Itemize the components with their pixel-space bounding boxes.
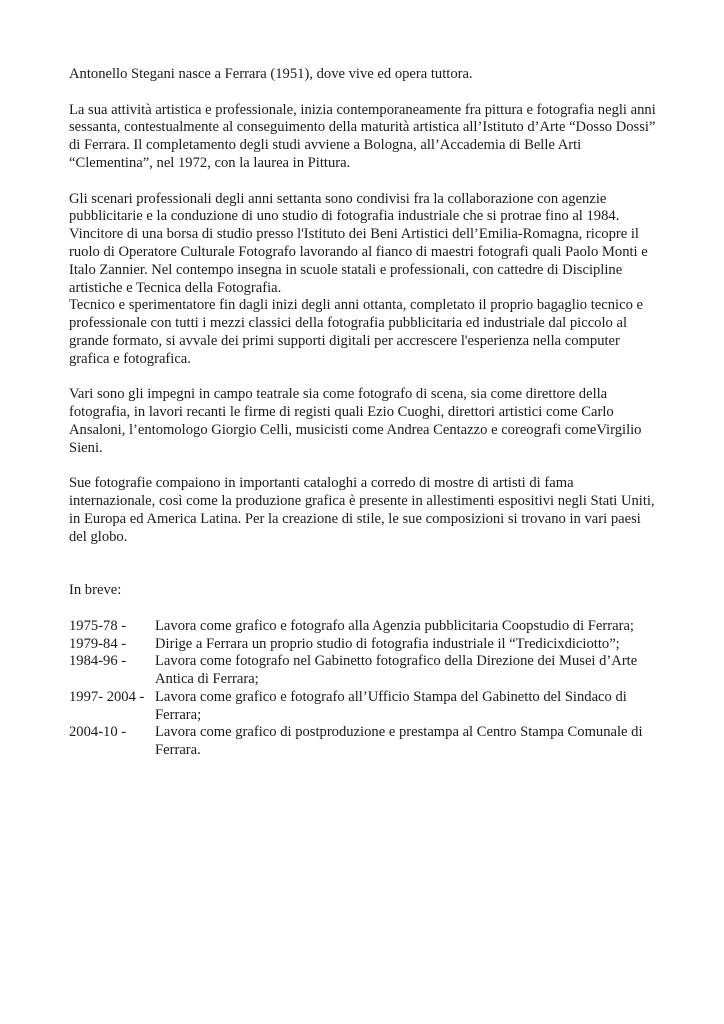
- timeline-description: Lavora come grafico e fotografo alla Agenzia pubblicitaria Coopstudio di Ferrara;: [155, 617, 634, 634]
- spacer: [69, 564, 659, 582]
- timeline-row: [69, 653, 659, 689]
- intro-paragraph: Antonello Stegani nasce a Ferrara (1951), dove vive ed opera tuttora.: [69, 66, 473, 82]
- timeline-years: 1997- 2004 -: [69, 688, 145, 705]
- timeline-years: 2004-10 -: [69, 724, 127, 741]
- theatre-paragraph: Vari sono gli impegni in campo teatrale sia come fotografo di scena, sia come direttore della fotografia, in lavori recanti le firme di registi quali Ezio Cuoghi, direttori artistici come Carlo Ansaloni, l’entomologo Giorgio Celli, musicisti come Andrea Centazzo e coreografi comeVirgilio Sieni.: [69, 386, 642, 456]
- document-page: [69, 66, 659, 760]
- timeline-row: [69, 724, 659, 760]
- timeline-years: 1975-78 -: [69, 617, 127, 634]
- timeline-description: Lavora come fotografo nel Gabinetto fotografico della Direzione dei Musei d’Arte Antica di Ferrara;: [155, 653, 638, 688]
- career-paragraph: Gli scenari professionali degli anni settanta sono condivisi fra la collaborazione con agenzie pubblicitarie e la conduzione di uno studio di fotografia industriale che si protrae fino al 1984. Vincitore di una borsa di studio presso l'Istituto dei Beni Artistici dell’Emilia-Romagna, ricopre il ruolo di Operatore Culturale Fotografo lavorando al fianco di maestri fotografi quali Paolo Monti e Italo Zannier. Nel contempo insegna in scuole statali e professionali, con cattedre di Discipline artistiche e Tecnica della Fotografia.: [69, 190, 648, 296]
- timeline-years: 1979-84 -: [69, 635, 127, 652]
- in-breve-heading: In breve:: [69, 582, 122, 599]
- timeline-row: [69, 689, 659, 725]
- timeline-years: 1984-96 -: [69, 653, 127, 670]
- timeline-row: [69, 618, 659, 636]
- education-paragraph: La sua attività artistica e professionale, inizia contemporaneamente fra pittura e fotografia negli anni sessanta, contestualmente al conseguimento della maturità artistica all’Istituto d’Arte “Dosso Dossi” di Ferrara. Il completamento degli studi avviene a Bologna, all’Accademia di Belle Arti “Clementina”, nel 1972, con la laurea in Pittura.: [69, 101, 656, 171]
- timeline-row: [69, 636, 659, 654]
- technical-paragraph: Tecnico e sperimentatore fin dagli inizi degli anni ottanta, completato il proprio bagaglio tecnico e professionale con tutti i mezzi classici della fotografia pubblicitaria ed industriale dal piccolo al grande formato, si avvale dei primi supporti digitali per accrescere l'esperienza nella computer grafica e fotografica.: [69, 297, 644, 367]
- timeline-list: [69, 618, 659, 760]
- timeline-description: Lavora come grafico di postproduzione e prestampa al Centro Stampa Comunale di Ferrara.: [155, 724, 643, 759]
- timeline-description: Lavora come grafico e fotografo all’Ufficio Stampa del Gabinetto del Sindaco di Ferrara;: [155, 688, 627, 723]
- timeline-description: Dirige a Ferrara un proprio studio di fotografia industriale il “Tredicixdiciotto”;: [155, 635, 620, 652]
- exhibitions-paragraph: Sue fotografie compaiono in importanti cataloghi a corredo di mostre di artisti di fama internazionale, così come la produzione grafica è presente in allestimenti espositivi negli Stati Uniti, in Europa ed America Latina. Per la creazione di stile, le sue composizioni si trovano in vari paesi del globo.: [69, 475, 655, 545]
